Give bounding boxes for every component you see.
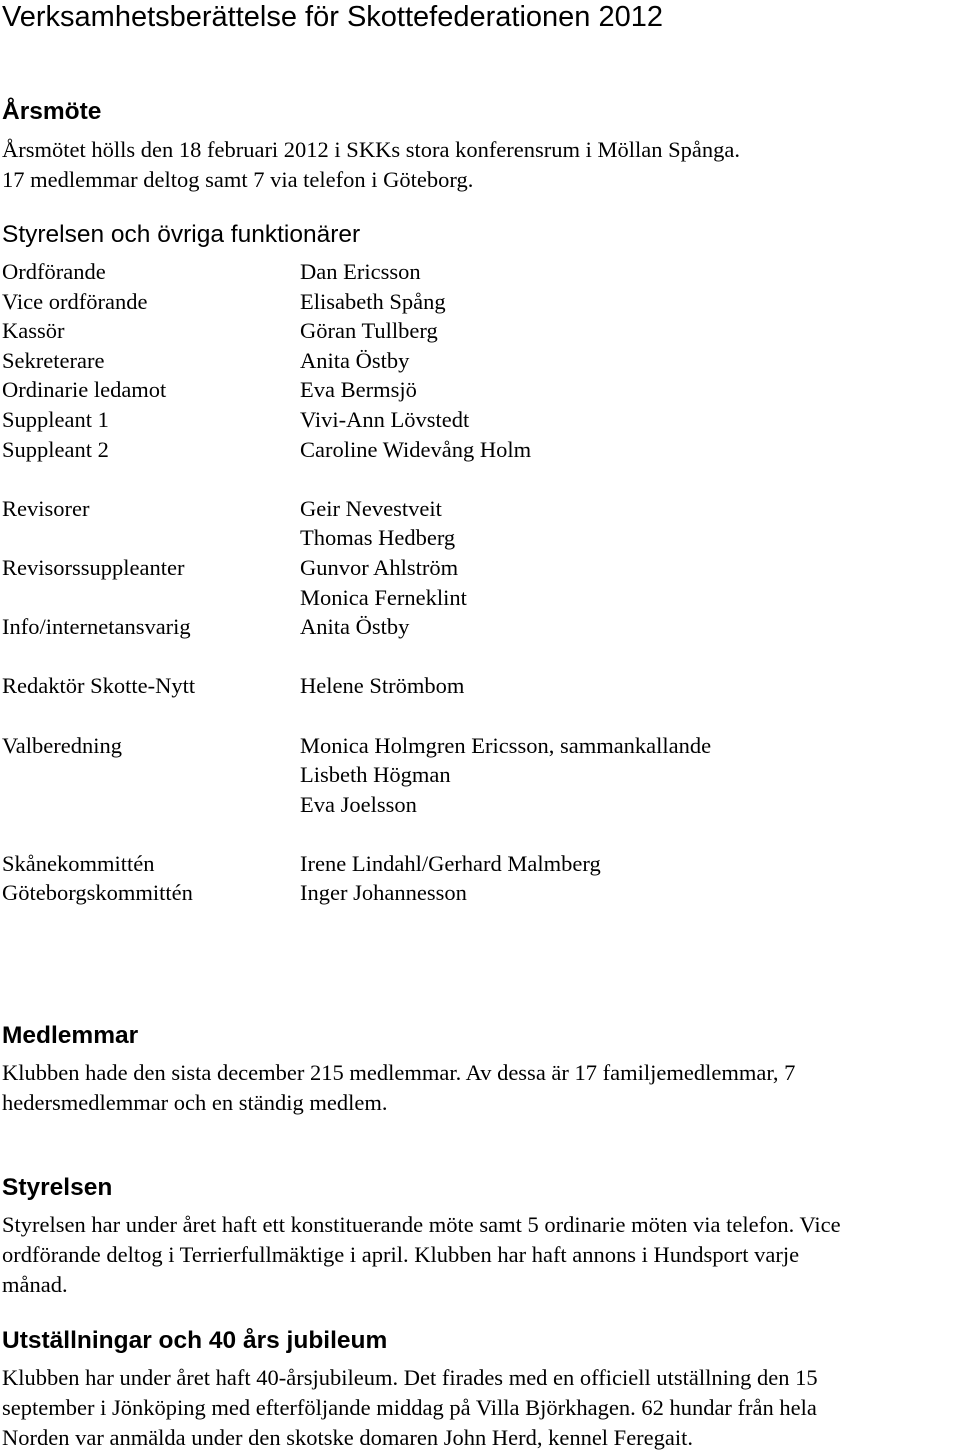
- person-name: Caroline Widevång Holm: [300, 436, 532, 462]
- role-label-text: Suppleant 1: [2, 406, 109, 432]
- role-label: [2, 849, 300, 879]
- role-label: [2, 671, 300, 701]
- role-names: [300, 494, 455, 553]
- role-label-text: Ordinarie ledamot: [2, 377, 167, 403]
- person-name: Vivi-Ann Lövstedt: [300, 406, 470, 432]
- role-label-text: Valberedning: [2, 732, 122, 758]
- styrelsen-line: Styrelsen har under året haft ett konstituerande möte samt 5 ordinarie möten via telefon. Vice: [2, 1212, 841, 1237]
- arsmote-line: Årsmötet hölls den 18 februari 2012 i SKKs stora konferensrum i Möllan Spånga.: [2, 137, 741, 162]
- person-name: Helene Strömbom: [300, 673, 465, 699]
- role-label: [2, 287, 300, 317]
- person-name: Anita Östby: [300, 614, 410, 640]
- role-row: [2, 731, 942, 820]
- role-names: [300, 287, 446, 317]
- medlemmar-heading: Medlemmar: [2, 1022, 139, 1049]
- role-label-text: Ordförande: [2, 259, 106, 284]
- arsmote-line: 17 medlemmar deltog samt 7 via telefon i Göteborg.: [2, 167, 474, 192]
- role-names: [300, 878, 467, 908]
- person-name: Monica Holmgren Ericsson, sammankallande: [300, 732, 712, 758]
- person-name: Gunvor Ahlström: [300, 554, 459, 580]
- styrelsen-line: ordförande deltog i Terrierfullmäktige i april. Klubben har haft annons i Hundsport varje: [2, 1242, 800, 1267]
- person-name: Anita Östby: [300, 347, 410, 373]
- arsmote-paragraph: [2, 135, 740, 195]
- role-label: [2, 878, 300, 908]
- role-names: [300, 405, 469, 435]
- role-label-text: Vice ordförande: [2, 288, 148, 314]
- role-label-text: Sekreterare: [2, 347, 105, 373]
- role-row: [2, 287, 942, 317]
- medlemmar-paragraph: [2, 1058, 795, 1118]
- utstallningar-line: Klubben har under året haft 40-årsjubileum. Det firades med en officiell utställning den 15: [2, 1365, 818, 1390]
- person-name: Inger Johannesson: [300, 880, 467, 906]
- role-row: [2, 435, 942, 465]
- role-row: [2, 375, 942, 405]
- role-label-text: Info/internetansvarig: [2, 614, 191, 640]
- medlemmar-line: Klubben hade den sista december 215 medlemmar. Av dessa är 17 familjemedlemmar, 7: [2, 1060, 796, 1085]
- role-names: [300, 257, 421, 287]
- funktionarer-list: [2, 257, 942, 908]
- utstallningar-heading: Utställningar och 40 års jubileum: [2, 1327, 388, 1354]
- role-label-text: Kassör: [2, 318, 65, 344]
- role-label: [2, 316, 300, 346]
- role-label: [2, 346, 300, 376]
- role-names: [300, 316, 438, 346]
- role-label-text: Revisorer: [2, 495, 90, 521]
- role-label-text: Redaktör Skotte-Nytt: [2, 673, 196, 699]
- role-names: [300, 435, 531, 465]
- styrelsen-paragraph: [2, 1210, 841, 1300]
- role-names: [300, 671, 464, 701]
- person-name: Lisbeth Högman: [300, 762, 451, 788]
- person-name: Göran Tullberg: [300, 318, 438, 344]
- role-label: [2, 375, 300, 405]
- role-label-text: Skånekommittén: [2, 850, 155, 876]
- role-names: [300, 375, 417, 405]
- role-label: [2, 612, 300, 642]
- role-names: [300, 553, 467, 612]
- role-label: [2, 435, 300, 465]
- person-name: Eva Bermsjö: [300, 377, 417, 403]
- role-row: [2, 671, 942, 701]
- role-row: [2, 553, 942, 612]
- role-label: [2, 257, 300, 287]
- role-label-text: Suppleant 2: [2, 436, 109, 462]
- utstallningar-line: september i Jönköping med efterföljande middag på Villa Björkhagen. 62 hundar från hela: [2, 1395, 817, 1420]
- role-names: [300, 612, 409, 642]
- role-label-text: Göteborgskommittén: [2, 880, 193, 906]
- styrelsen-heading: Styrelsen: [2, 1174, 113, 1201]
- role-row: [2, 346, 942, 376]
- person-name: Elisabeth Spång: [300, 288, 446, 314]
- role-row: [2, 405, 942, 435]
- role-row: [2, 257, 942, 287]
- role-names: [300, 731, 711, 820]
- role-names: [300, 346, 409, 376]
- role-row: [2, 849, 942, 879]
- role-row: [2, 878, 942, 908]
- role-row: [2, 316, 942, 346]
- role-names: [300, 849, 601, 879]
- person-name: Dan Ericsson: [300, 259, 421, 284]
- role-label: [2, 494, 300, 553]
- role-label-text: Revisorssuppleanter: [2, 554, 185, 580]
- document-title: Verksamhetsberättelse för Skottefederationen 2012: [2, 1, 663, 33]
- role-row: [2, 494, 942, 553]
- person-name: Thomas Hedberg: [300, 525, 456, 551]
- arsmote-heading: Årsmöte: [2, 98, 102, 125]
- person-name: Eva Joelsson: [300, 791, 417, 817]
- person-name: Geir Nevestveit: [300, 495, 442, 521]
- person-name: Monica Ferneklint: [300, 584, 467, 610]
- utstallningar-line: Norden var anmälda under den skotske domaren John Herd, kennel Feregait.: [2, 1425, 694, 1450]
- styrelsen-line: månad.: [2, 1272, 68, 1297]
- medlemmar-line: hedersmedlemmar och en ständig medlem.: [2, 1090, 388, 1115]
- role-label: [2, 405, 300, 435]
- role-label: [2, 731, 300, 820]
- role-row: [2, 612, 942, 642]
- funktionarer-heading: Styrelsen och övriga funktionärer: [2, 221, 361, 248]
- role-label: [2, 553, 300, 612]
- person-name: Irene Lindahl/Gerhard Malmberg: [300, 850, 601, 876]
- utstallningar-paragraph: [2, 1363, 818, 1453]
